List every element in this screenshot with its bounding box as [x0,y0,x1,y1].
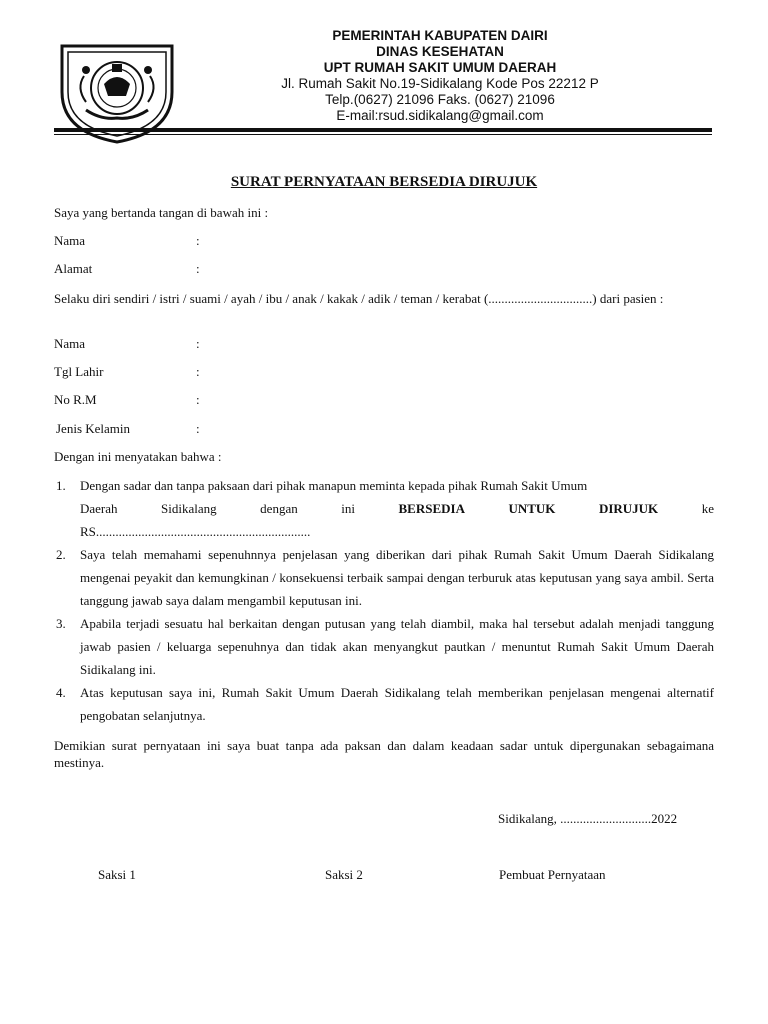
letterhead-line-1: PEMERINTAH KABUPATEN DAIRI [332,28,548,43]
signer-field-name [54,233,454,249]
field-colon: : [196,392,200,407]
item-text-part: dengan [260,501,298,516]
item-1-line-3: RS.................................................................. [80,524,311,539]
field-colon: : [196,336,200,351]
place-date: Sidikalang, ............................2022 [498,811,678,826]
statement-item-3 [54,612,714,681]
item-1-line-2 [80,497,714,520]
letterhead-divider-thick [54,128,712,132]
statement-list [54,474,714,727]
field-label: Tgl Lahir [54,364,104,379]
declarant-label: Pembuat Pernyataan [499,867,606,882]
item-text-part: Sidikalang [161,501,217,516]
field-colon: : [196,364,200,379]
patient-field-name [54,336,454,352]
statement-item-1 [54,474,714,543]
item-text: Atas keputusan saya ini, Rumah Sakit Umum Daerah Sidikalang telah memberikan penjelasan mengenai alternatif pengobatan selanjutnya. [80,685,714,723]
patient-field-medical-record [54,392,454,408]
item-emphasis: DIRUJUK [598,501,659,516]
field-label: Nama [54,336,86,351]
relation-text: Selaku diri sendiri / istri / suami / ayah / ibu / anak / kakak / adik / teman / kerabat (................................) dari pasien : [54,291,664,306]
item-number: 1. [56,478,66,493]
document-title: SURAT PERNYATAAN BERSEDIA DIRUJUK [230,174,538,190]
item-number: 2. [56,547,66,562]
letterhead-phone: Telp.(0627) 21096 Faks. (0627) 21096 [325,92,555,107]
patient-field-birthdate [54,364,454,380]
statement-intro: Dengan ini menyatakan bahwa : [54,449,222,464]
statement-item-4 [54,681,714,727]
signer-field-address [54,261,454,277]
item-text-part: Daerah [80,501,118,516]
letterhead [0,24,768,124]
letterhead-email: E-mail:rsud.sidikalang@gmail.com [336,108,544,123]
item-text-part: ke [701,501,714,516]
closing-text: Demikian surat pernyataan ini saya buat tanpa ada paksan dan dalam keadaan sadar untuk dipergunakan sebagaimana mestinya. [54,738,714,770]
item-text: Saya telah memahami sepenuhnnya penjelasan yang diberikan dari pihak Rumah Sakit Umum Daerah Sidikalang mengenai peyakit dan kemungkinan / konsekuensi terbaik sampai dengan terburuk atas keputusan yang saya ambil. Serta tanggung jawab saya dalam mengambil keputusan ini. [80,547,714,608]
field-label: Nama [54,233,86,248]
item-number: 3. [56,616,66,631]
letterhead-address: Jl. Rumah Sakit No.19-Sidikalang Kode Pos 22212 P [281,76,599,91]
letterhead-line-3: UPT RUMAH SAKIT UMUM DAERAH [323,60,557,75]
field-colon: : [196,261,200,276]
statement-item-2 [54,543,714,612]
item-number: 4. [56,685,66,700]
letterhead-line-2: DINAS KESEHATAN [376,44,504,59]
witness-2-label: Saksi 2 [325,867,363,882]
patient-field-gender [56,421,456,437]
field-colon: : [196,233,200,248]
field-label: No R.M [54,392,97,407]
field-colon: : [196,421,200,436]
field-label: Alamat [54,261,93,276]
item-text-part: ini [341,501,355,516]
field-label: Jenis Kelamin [56,421,131,436]
intro-text: Saya yang bertanda tangan di bawah ini : [54,205,269,220]
item-1-line-1: Dengan sadar dan tanpa paksaan dari pihak manapun meminta kepada pihak Rumah Sakit Umum [80,478,588,493]
item-emphasis: UNTUK [508,501,556,516]
witness-1-label: Saksi 1 [98,867,136,882]
item-emphasis: BERSEDIA [398,501,465,516]
item-text: Apabila terjadi sesuatu hal berkaitan dengan putusan yang telah diambil, maka hal tersebut adalah menjadi tanggung jawab pasien / keluarga sepenuhnya dan tidak akan menyangkut pautkan / menuntut Rumah Sakit Umum Daerah Sidikalang ini. [80,616,714,677]
letterhead-divider-thin [54,134,712,135]
